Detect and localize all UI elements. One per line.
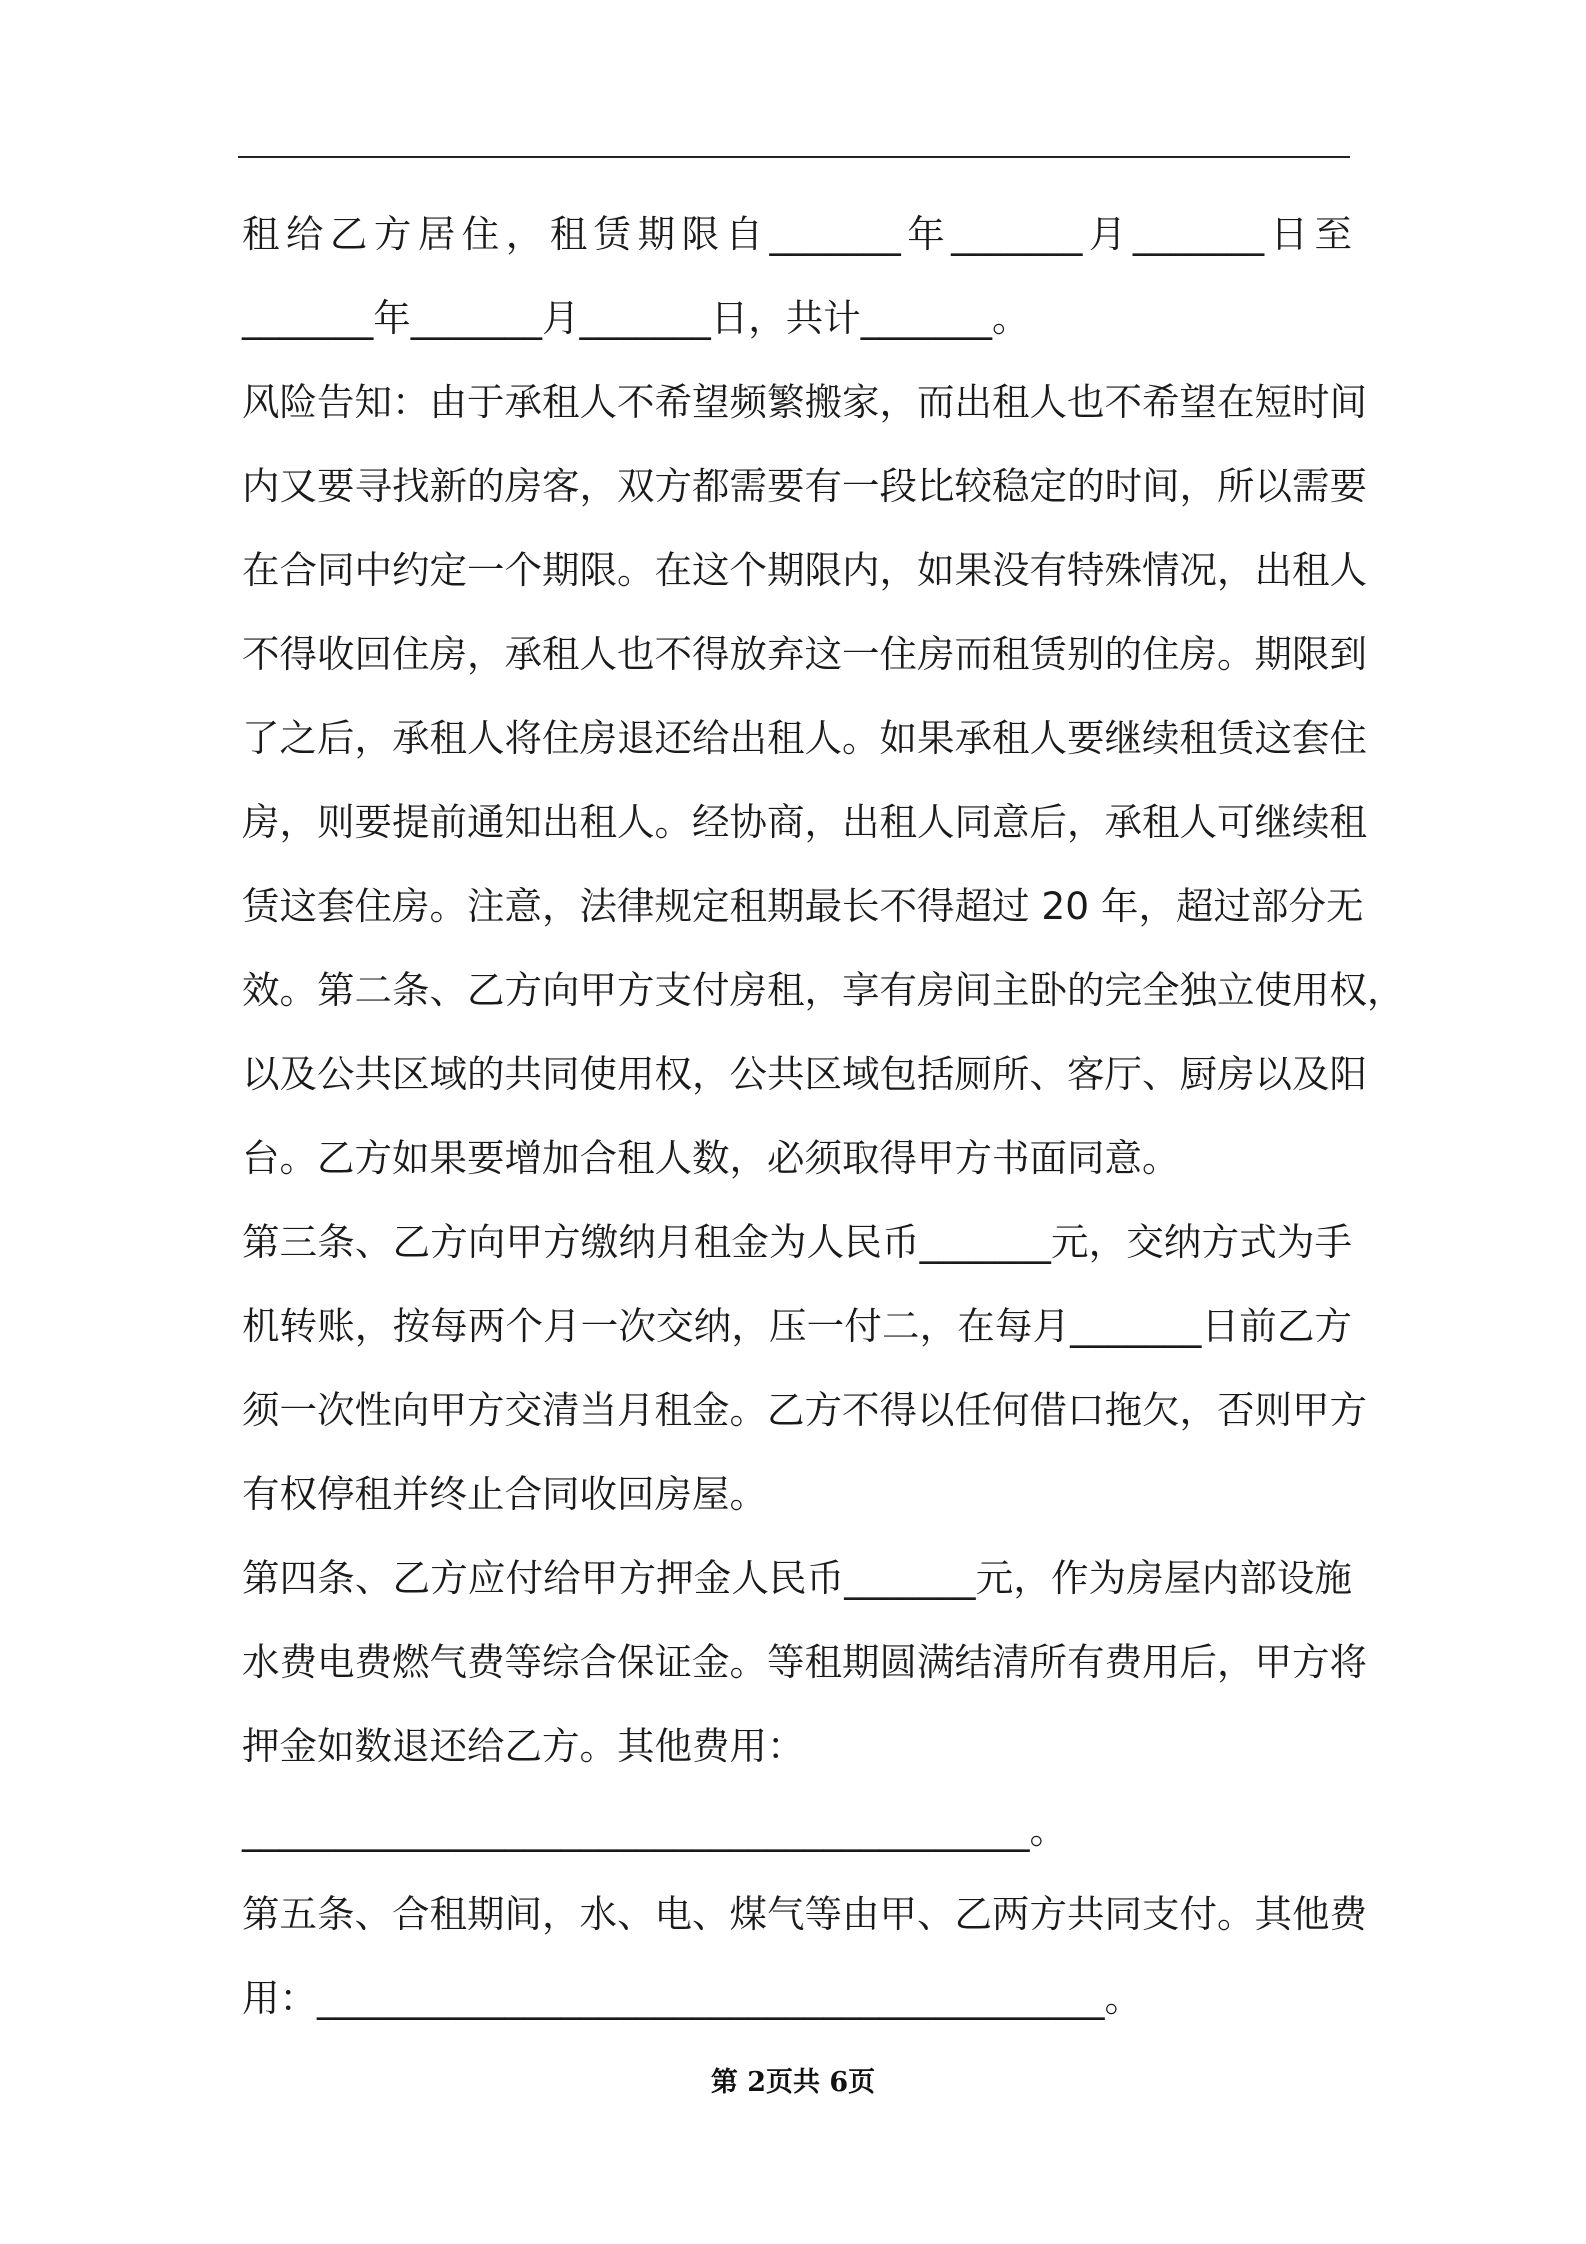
text-line: 用：__________________________________________。	[242, 1976, 1142, 2020]
text-line: 风险告知：由于承租人不希望频繁搬家，而出租人也不希望在短时间	[242, 380, 1367, 424]
text-line: 内又要寻找新的房客，双方都需要有一段比较稳定的时间，所以需要	[242, 464, 1367, 508]
text-line: 效。第二条、乙方向甲方支付房租，享有房间主卧的完全独立使用权，	[242, 968, 1405, 1012]
text-line: 以及公共区域的共同使用权，公共区域包括厕所、客厅、厨房以及阳	[242, 1052, 1367, 1096]
text-line: 不得收回住房，承租人也不得放弃这一住房而租赁别的住房。期限到	[242, 632, 1367, 676]
text-line: 在合同中约定一个期限。在这个期限内，如果没有特殊情况，出租人	[242, 548, 1367, 592]
header-divider	[238, 156, 1350, 158]
text-line: _______年_______月_______日，共计_______。	[242, 296, 1030, 340]
text-line: 押金如数退还给乙方。其他费用：	[242, 1724, 805, 1768]
text-line: 房，则要提前通知出租人。经协商，出租人同意后，承租人可继续租	[242, 800, 1367, 844]
text-line: 第五条、合租期间，水、电、煤气等由甲、乙两方共同支付。其他费	[242, 1892, 1367, 1936]
text-line: 了之后，承租人将住房退还给出租人。如果承租人要继续租赁这套住	[242, 716, 1367, 760]
text-line: 第三条、乙方向甲方缴纳月租金为人民币_______元，交纳方式为手	[242, 1220, 1352, 1264]
text-line: 租给乙方居住，租赁期限自_______年_______月_______日至	[242, 212, 1352, 256]
text-line: __________________________________________。	[242, 1808, 1067, 1852]
text-line: 台。乙方如果要增加合租人数，必须取得甲方书面同意。	[242, 1136, 1180, 1180]
text-line: 赁这套住房。注意，法律规定租期最长不得超过 20 年，超过部分无	[242, 884, 1364, 928]
text-line: 第四条、乙方应付给甲方押金人民币_______元，作为房屋内部设施	[242, 1556, 1352, 1600]
text-line: 有权停租并终止合同收回房屋。	[242, 1472, 767, 1516]
page-number: 第 2页共 6页	[710, 2067, 876, 2098]
text-line: 机转账，按每两个月一次交纳，压一付二，在每月_______日前乙方	[242, 1304, 1352, 1348]
document-body	[242, 192, 1405, 2040]
text-line: 水费电费燃气费等综合保证金。等租期圆满结清所有费用后，甲方将	[242, 1640, 1367, 1684]
text-line: 须一次性向甲方交清当月租金。乙方不得以任何借口拖欠，否则甲方	[242, 1388, 1367, 1432]
